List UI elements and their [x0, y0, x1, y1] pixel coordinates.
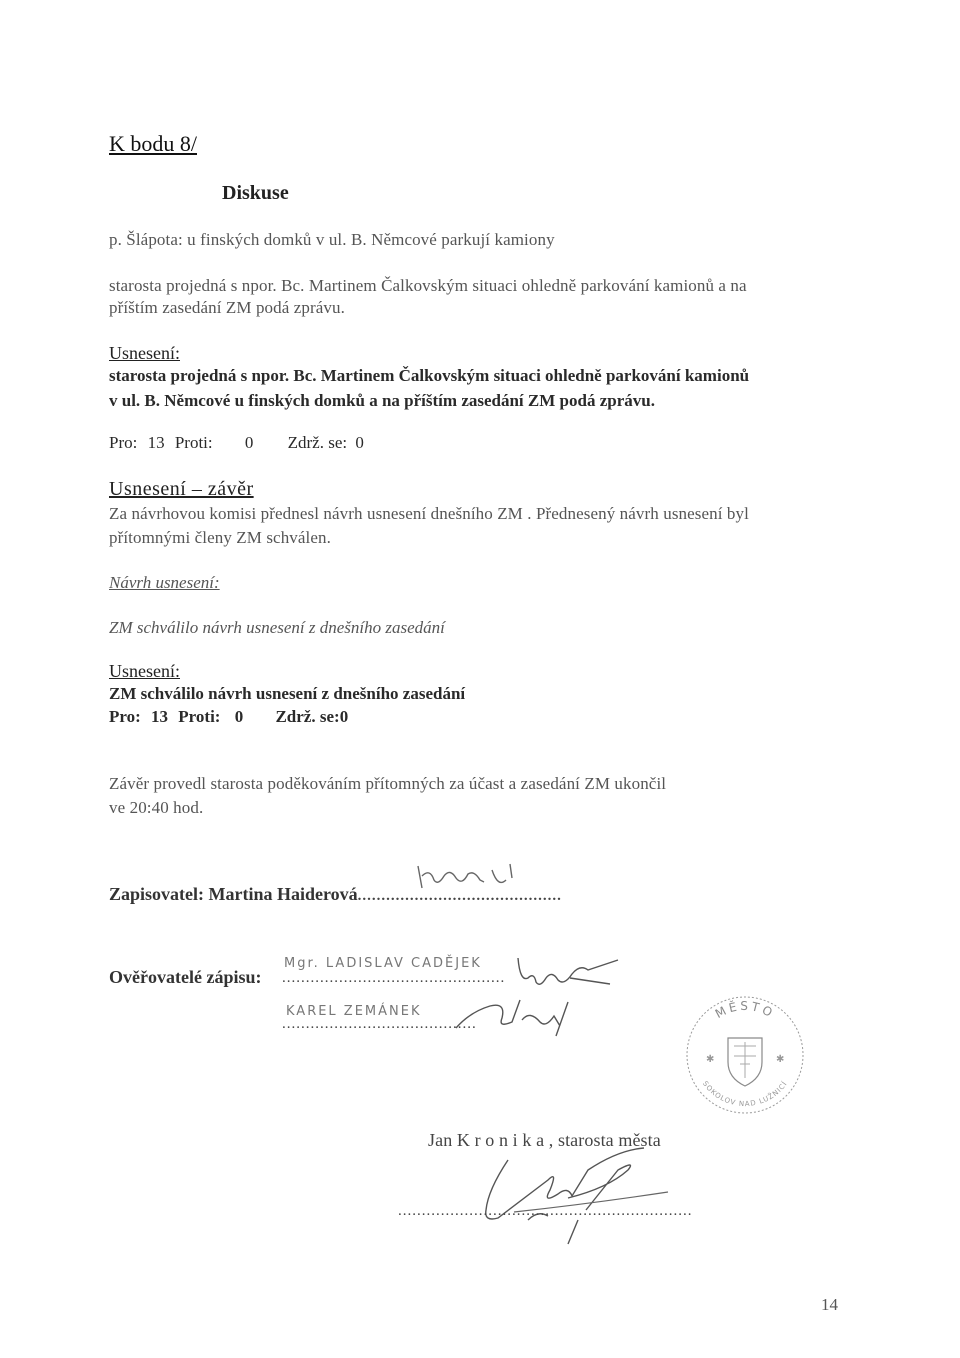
conclusion-line-1: Za návrhovou komisi přednesl návrh usnesení dnešního ZM . Přednesený návrh usnesení byl: [109, 504, 749, 523]
proti-label: Proti:: [178, 707, 221, 726]
conclusion-line-2: přítomnými členy ZM schválen.: [109, 528, 331, 547]
zdrz-label: Zdrž. se:: [287, 433, 348, 452]
resolution-2-label: Usnesení:: [109, 661, 180, 681]
resolution-2-votes: [109, 707, 348, 727]
svg-text:SOKOLOV NAD LUŽNICÍ: [701, 1079, 789, 1108]
conclusion-label: Usnesení – závěr: [109, 478, 254, 500]
verifier-1-dots: ...............................................: [282, 970, 506, 986]
verifier-2-signature: [450, 992, 590, 1042]
proti-label: Proti:: [174, 433, 213, 452]
pro-value: 13: [151, 707, 169, 726]
discussion-line-3: příštím zasedání ZM podá zprávu.: [109, 298, 345, 317]
resolution-1-line-2: v ul. B. Němcové u finských domků a na příštím zasedání ZM podá zprávu.: [109, 391, 655, 410]
page-number: 14: [821, 1295, 838, 1314]
town-stamp: [680, 990, 810, 1120]
zdrz-value: 0: [355, 433, 364, 452]
stamp-bottom-text: SOKOLOV NAD LUŽNICÍ: [700, 1079, 790, 1109]
zdrz-value: 0: [339, 707, 349, 726]
pro-value: 13: [147, 433, 165, 452]
resolution-1-votes: [109, 433, 364, 453]
pro-label: Pro:: [109, 707, 141, 726]
proposal-text: ZM schválilo návrh usnesení z dnešního zasedání: [109, 618, 445, 637]
resolution-1-line-1: starosta projedná s npor. Bc. Martinem Čalkovským situaci ohledně parkování kamionů: [109, 366, 750, 385]
verifier-2-handwritten-name: KAREL ZEMÁNEK: [286, 1004, 422, 1019]
recorder-label: Zapisovatel: Martina Haiderová...........................................: [109, 884, 562, 904]
closing-line-1: Závěr provedl starosta poděkováním přítomných za účast a zasedání ZM ukončil: [109, 774, 667, 793]
mayor-signature: [468, 1140, 688, 1250]
mayor-name: Jan K r o n i k a , starosta města: [428, 1130, 661, 1150]
zdrz-label: Zdrž. se:: [275, 707, 340, 726]
resolution-2-text: ZM schválilo návrh usnesení z dnešního zasedání: [109, 684, 466, 703]
pro-label: Pro:: [109, 433, 138, 452]
svg-text:✱: ✱: [706, 1054, 715, 1065]
discussion-line-2: starosta projedná s npor. Bc. Martinem Čalkovským situaci ohledně parkování kamionů a na: [109, 276, 747, 295]
proti-value: 0: [234, 707, 244, 726]
verifiers-label: Ověřovatelé zápisu:: [109, 967, 262, 987]
stamp-top-text: MĚSTO: [712, 998, 778, 1022]
resolution-1-label: Usnesení:: [109, 343, 180, 363]
proposal-label: Návrh usnesení:: [109, 573, 220, 592]
section-heading: K bodu 8/: [109, 131, 197, 156]
verifier-2-dots: .........................................: [282, 1016, 477, 1032]
verifier-1-handwritten-name: Mgr. LADISLAV CADĚJEK: [284, 956, 482, 971]
closing-line-2: ve 20:40 hod.: [109, 798, 204, 817]
recorder-dots: ...........................................: [357, 888, 562, 904]
proti-value: 0: [244, 433, 254, 452]
svg-text:✱: ✱: [776, 1054, 785, 1065]
recorder-signature: [410, 858, 530, 898]
verifier-1-signature: [500, 948, 630, 998]
mayor-dots: ..............................................................: [398, 1203, 693, 1219]
discussion-line-1: p. Šlápota: u finských domků v ul. B. Němcové parkují kamiony: [109, 230, 555, 249]
discussion-title: Diskuse: [222, 182, 289, 204]
